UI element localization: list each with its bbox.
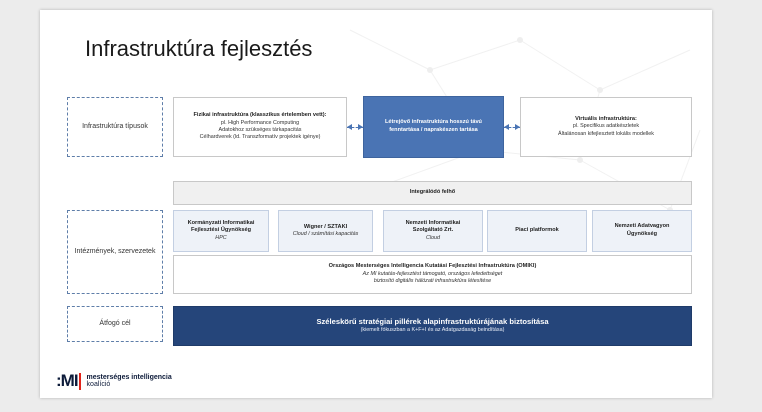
virtual-infrastructure-box — [520, 97, 692, 157]
row-label-cross-cutting-goal: Átfogó cél — [67, 306, 163, 342]
physical-line: Célhardverek (ld. Transzformatív projektek igénye) — [199, 134, 321, 141]
arrow-left-icon — [347, 124, 352, 130]
integration-cloud-box — [173, 181, 692, 205]
physical-infrastructure-box — [173, 97, 347, 157]
integration-cloud-text: Integrálódó felhő — [409, 189, 456, 196]
institution-box — [592, 210, 692, 252]
institution-box — [173, 210, 269, 252]
row-label-infrastructure-types: Infrastruktúra típusok — [67, 97, 163, 157]
virtual-infrastructure-title: Virtuális infrastruktúra: — [575, 115, 637, 122]
omiki-line: Az MI kutatás-fejlesztést támogató, országos lefedettséget — [362, 270, 503, 277]
institution-title: Nemzeti Informatikai Szolgáltató Zrt. — [405, 219, 461, 234]
logo — [56, 371, 172, 391]
omiki-box — [173, 255, 692, 294]
logo-line-1: mesterséges intelligencia — [86, 373, 172, 381]
logo-mark: :MI — [56, 371, 78, 390]
virtual-line: Általánosan kifejlesztett lokális modellek — [558, 130, 654, 137]
arrow-left-icon — [504, 124, 509, 130]
page-title: Infrastruktúra fejlesztés — [85, 36, 313, 61]
physical-line: pl. High Performance Computing — [220, 119, 300, 126]
strategy-box — [173, 306, 692, 346]
institution-sub: Cloud / számítási kapacitás — [292, 231, 359, 238]
institution-sub: HPC — [215, 234, 227, 241]
logo-line-2: koalíció — [86, 381, 111, 388]
institution-title: Piaci platformok — [515, 227, 559, 234]
slide — [40, 10, 712, 398]
physical-line: Adatokhoz szükséges tárkapacitás — [218, 127, 302, 134]
institution-title: Wigner / SZTAKI — [303, 223, 348, 230]
institution-box — [487, 210, 587, 252]
institution-sub: Cloud — [425, 234, 441, 241]
institution-box — [278, 210, 373, 252]
maintenance-text: Létrejövő infrastruktúra hosszú távú fenntartása / naprakészen tartása — [385, 119, 482, 133]
institution-title: Kormányzati Informatikai Fejlesztési Ügynökség — [187, 219, 255, 234]
virtual-line: pl. Specifikus adatkészletek — [572, 123, 640, 130]
maintenance-box — [363, 96, 504, 158]
logo-red-bar — [79, 373, 81, 390]
logo-text — [87, 374, 172, 389]
omiki-line: biztosító digitális hálózati infrastruktúra létesítése — [373, 278, 492, 285]
institution-box — [383, 210, 483, 252]
physical-infrastructure-title: Fizikai infrastruktúra (klasszikus értelemben vett): — [193, 112, 327, 119]
institution-title: Nemzeti Adatvagyon Ügynökség — [614, 223, 670, 237]
strategy-subtitle: (kiemelt fókuszban a K+F+I és az Adatgazdaság beindítása) — [360, 327, 505, 334]
row-label-institutions: Intézmények, szervezetek — [67, 210, 163, 294]
omiki-title: Országos Mesterséges Intelligencia Kutatási Fejlesztési Infrastruktúra (OMIKI) — [328, 263, 537, 270]
strategy-title: Széleskörű stratégiai pillérek alapinfrastruktúrájának biztosítása — [316, 317, 549, 327]
